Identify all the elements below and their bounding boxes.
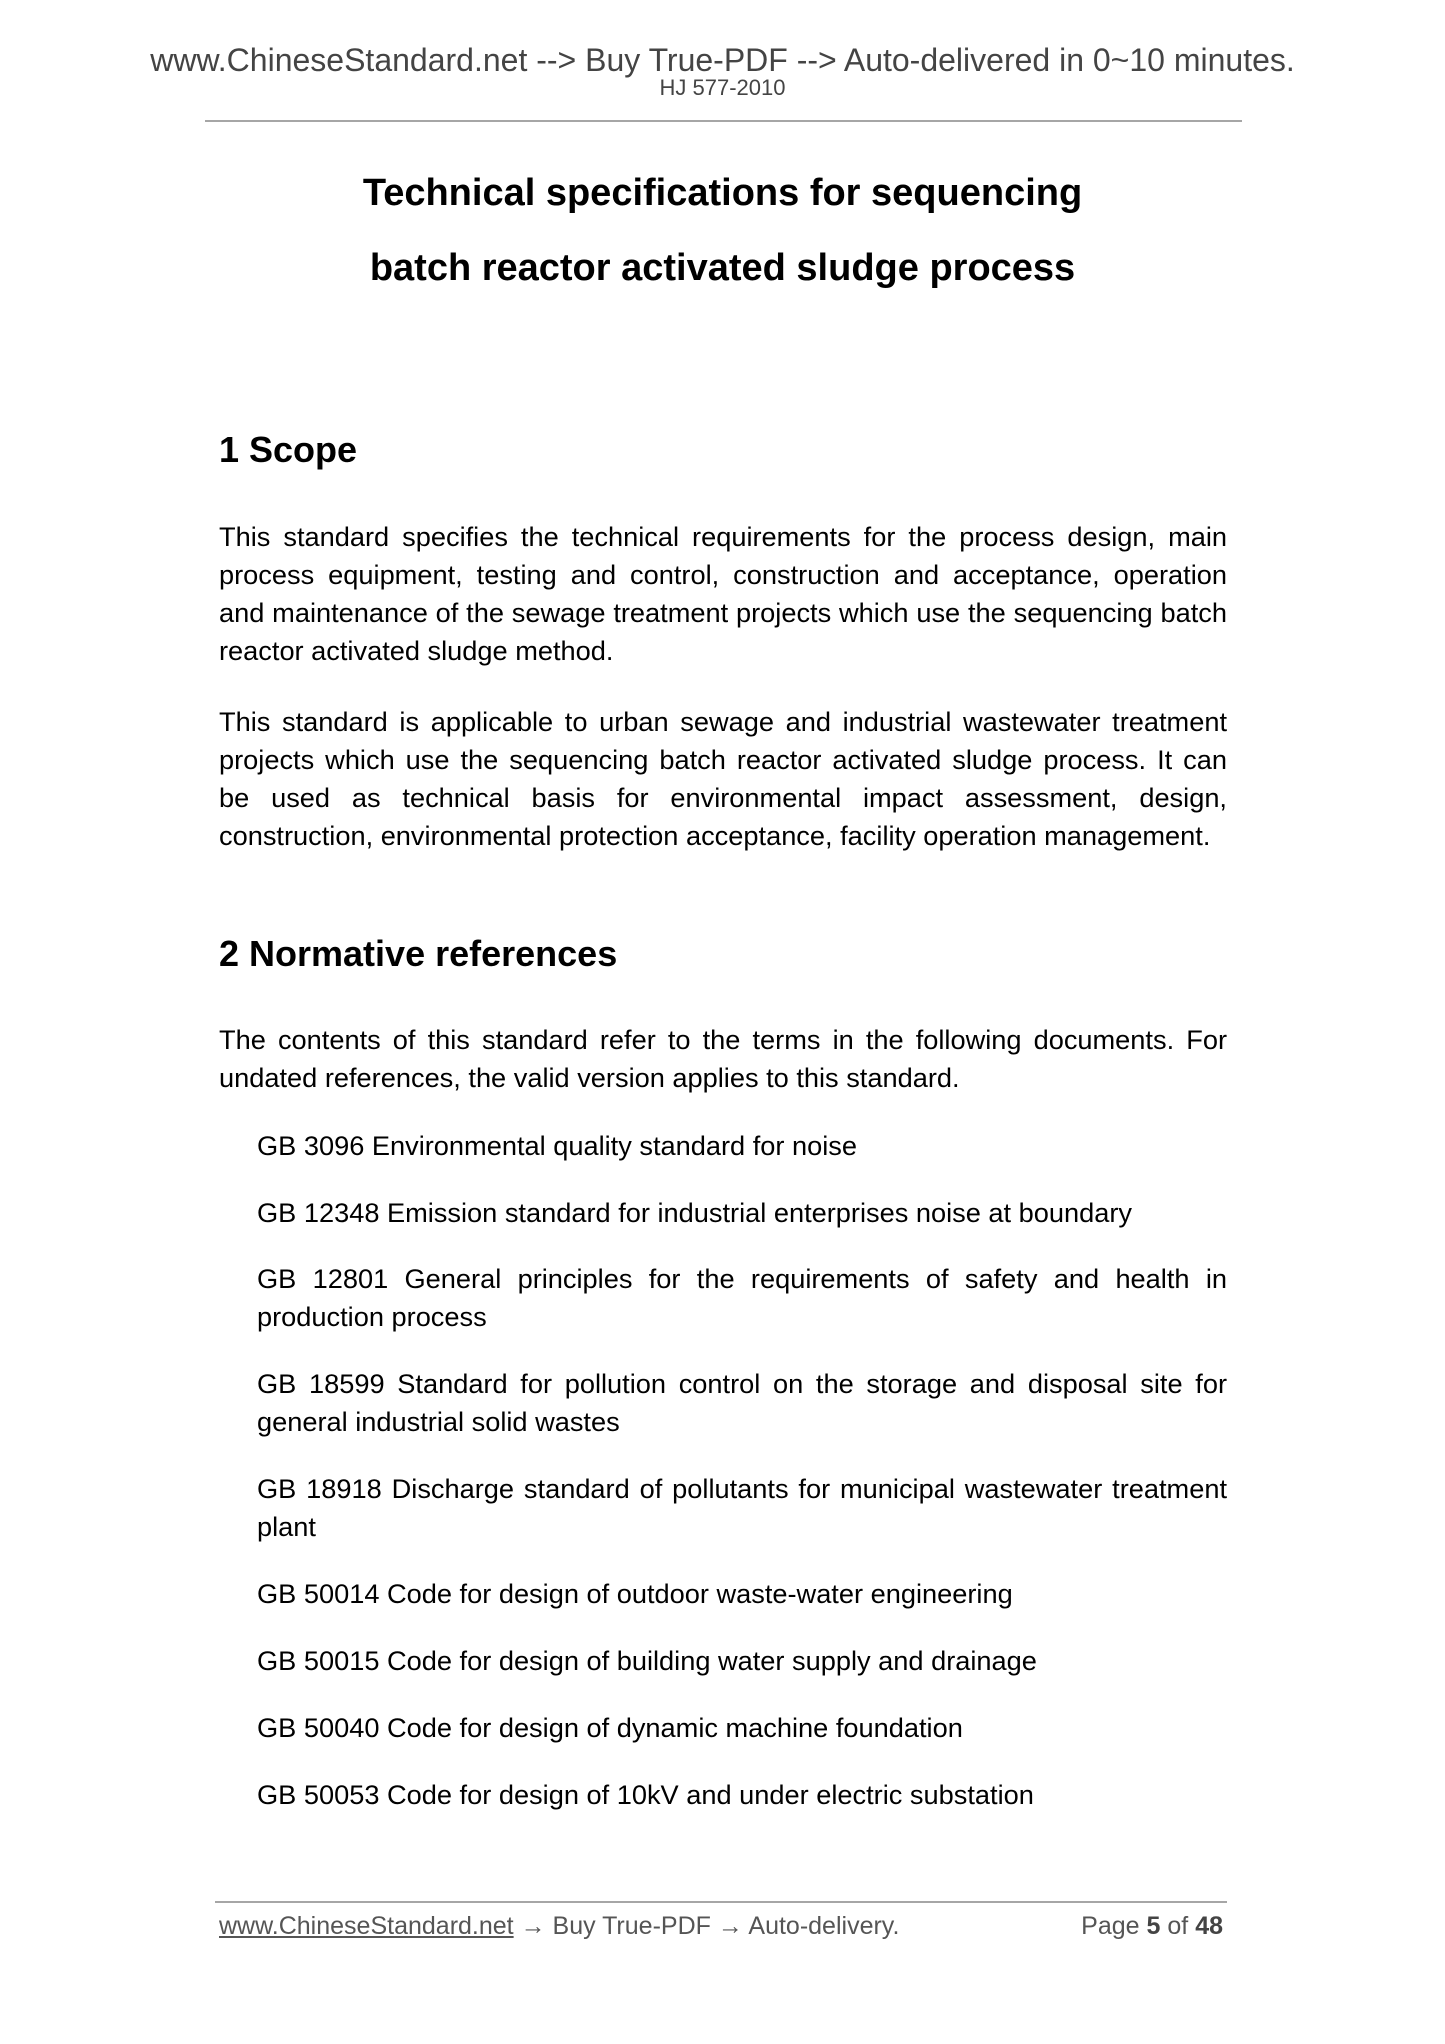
of-label: of: [1167, 1912, 1189, 1940]
reference-item: GB 12348 Emission standard for industrial enterprises noise at boundary: [257, 1197, 1133, 1228]
footer-divider: [215, 1901, 1227, 1903]
reference-item: GB 12801 General principles for the requirements of safety and health in production process: [257, 1263, 1227, 1332]
page-label: Page: [1081, 1912, 1140, 1940]
scope-paragraph-2: This standard is applicable to urban sewage and industrial wastewater treatment projects which use the sequencing batch reactor activated sludge process. It can be used as technical basis for environmental impact assessment, design, construction, environmental protection acceptance, facility operation management.: [219, 706, 1227, 851]
footer-site-link[interactable]: www.ChineseStandard.net: [219, 1912, 514, 1940]
document-title-line-1: Technical specifications for sequencing: [362, 172, 1083, 214]
header-banner: www.ChineseStandard.net --> Buy True-PDF --> Auto-delivered in 0~10 minutes.: [150, 42, 1295, 78]
header-divider: [205, 120, 1242, 122]
document-title-line-2: batch reactor activated sludge process: [369, 247, 1076, 289]
reference-item: GB 50015 Code for design of building water supply and drainage: [257, 1645, 1037, 1676]
scope-paragraph-1: This standard specifies the technical requirements for the process design, main process equipment, testing and control, construction and acceptance, operation and maintenance of the sewage treatment projects which use the sequencing batch reactor activated sludge method.: [219, 521, 1227, 666]
page-total: 48: [1195, 1912, 1223, 1940]
page-footer: [219, 1911, 1223, 1941]
reference-item: GB 18599 Standard for pollution control on the storage and disposal site for general industrial solid wastes: [257, 1368, 1227, 1437]
document-code: HJ 577-2010: [659, 75, 786, 100]
footer-trail-text: → Buy True-PDF → Auto-delivery.: [513, 1912, 900, 1940]
reference-item: GB 50053 Code for design of 10kV and under electric substation: [257, 1779, 1034, 1810]
page-current: 5: [1146, 1912, 1161, 1940]
section-heading-normative-references: 2 Normative references: [219, 933, 618, 974]
reference-item: GB 50040 Code for design of dynamic machine foundation: [257, 1712, 963, 1743]
reference-item: GB 50014 Code for design of outdoor waste-water engineering: [257, 1578, 1013, 1609]
reference-item: GB 3096 Environmental quality standard for noise: [257, 1130, 857, 1161]
reference-item: GB 18918 Discharge standard of pollutants for municipal wastewater treatment plant: [257, 1473, 1227, 1542]
page-indicator: [1081, 1911, 1223, 1941]
section-heading-scope: 1 Scope: [219, 429, 358, 470]
references-intro-paragraph: The contents of this standard refer to the terms in the following documents. For undated references, the valid version applies to this standard.: [219, 1024, 1227, 1093]
